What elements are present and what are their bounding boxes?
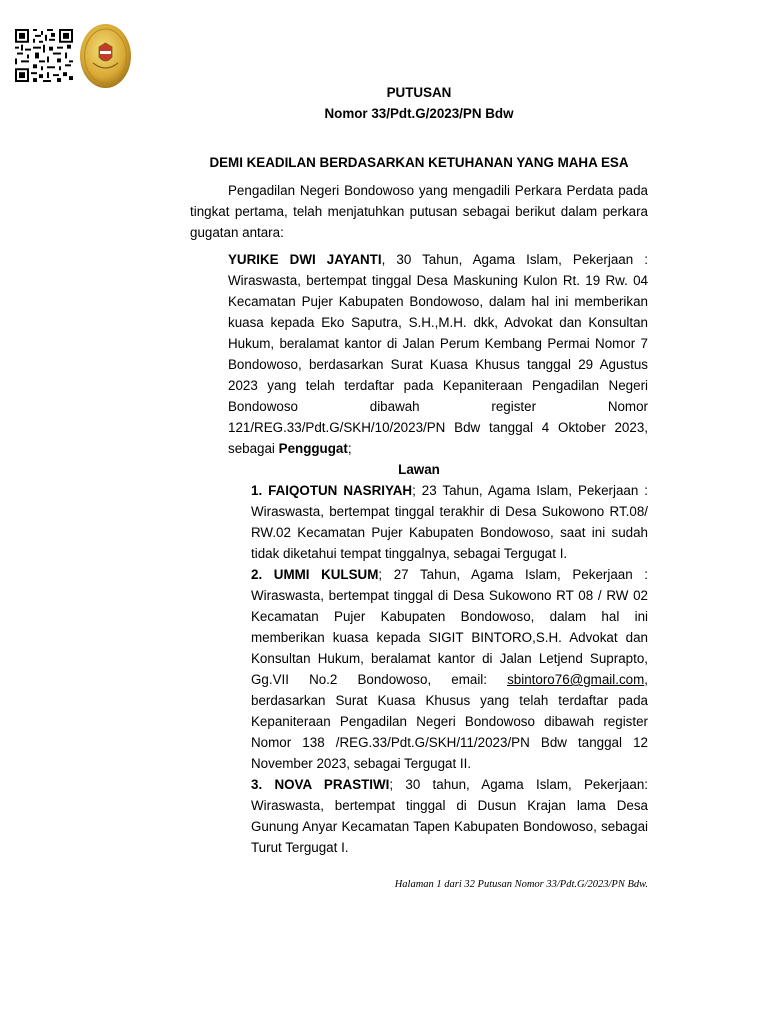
plaintiff-name: YURIKE DWI JAYANTI xyxy=(228,252,382,267)
court-motto: DEMI KEADILAN BERDASARKAN KETUHANAN YANG MAHA ESA xyxy=(209,155,629,170)
intro-paragraph: Pengadilan Negeri Bondowoso yang mengadili Perkara Perdata pada tingkat pertama, telah menjatuhkan putusan sebagai berikut dalam perkara gugatan antara: xyxy=(190,183,648,240)
document-title: PUTUSAN xyxy=(386,85,452,100)
plaintiff-details: , 30 Tahun, Agama Islam, Pekerjaan : Wiraswasta, bertempat tinggal Desa Maskuning Kulon Rt. 19 Rw. 04 Kecamatan Pujer Kabupaten Bondowoso, dalam hal ini memberikan kuasa kepada Eko Saputra, S.H.,M.H. dkk, Advokat dan Konsultan Hukum, beralamat kantor di Jalan Perum Kembang Permai Nomor 7 Bondowoso, berdasarkan Surat Kuasa Khusus tanggal 29 Agustus 2023 yang telah terdaftar pada Kepaniteraan Pengadilan Negeri Bondowoso dibawah register Nomor 121/REG.33/Pdt.G/SKH/10/2023/PN Bdw tanggal 4 Oktober 2023, sebagai xyxy=(228,252,648,456)
defendant-3-number: 3. xyxy=(251,777,263,792)
plaintiff-role: Penggugat xyxy=(278,441,348,456)
defendant-2-details-after: , berdasarkan Surat Kuasa Khusus yang telah terdaftar pada Kepaniteraan Pengadilan Negeri Bondowoso dibawah register Nomor 138 /REG.33/Pdt.G/SKH/11/2023/PN Bdw tanggal 12 November 2023, sebagai Tergugat II. xyxy=(251,672,648,771)
qr-code-icon xyxy=(15,29,73,82)
document-body xyxy=(190,180,648,858)
case-number: Nomor 33/Pdt.G/2023/PN Bdw xyxy=(324,106,514,121)
defendant-2-number: 2. xyxy=(251,567,263,582)
defendant-1-details: ; 23 Tahun, Agama Islam, Pekerjaan : Wiraswasta, bertempat tinggal terakhir di Desa Sukowono RT.08/ RW.02 Kecamatan Pujer Kabupaten Bondowoso, saat ini sudah tidak diketahui tempat tinggalnya, sebagai Tergugat I. xyxy=(251,483,648,561)
defendant-1-paragraph xyxy=(251,480,648,564)
defendant-2-email-link[interactable]: sbintoro76@gmail.com xyxy=(507,672,645,687)
court-seal-icon xyxy=(79,23,132,89)
defendant-2-details: ; 27 Tahun, Agama Islam, Pekerjaan : Wiraswasta, bertempat tinggal di Desa Sukowono RT 08 / RW 02 Kecamatan Pujer Kabupaten Bondowoso, dalam hal ini memberikan kuasa kepada SIGIT BINTORO,S.H. Advokat dan Konsultan Hukum, beralamat kantor di Jalan Letjend Suprapto, Gg.VII No.2 Bondowoso, email: xyxy=(251,567,648,687)
defendant-3-details: ; 30 tahun, Agama Islam, Pekerjaan: Wiraswasta, bertempat tinggal di Dusun Krajan lama Desa Gunung Anyar Kecamatan Tapen Kabupaten Bondowoso, sebagai Turut Tergugat I. xyxy=(251,777,648,855)
versus-label: Lawan xyxy=(398,462,440,477)
page-footer: Halaman 1 dari 32 Putusan Nomor 33/Pdt.G/2023/PN Bdw. xyxy=(394,879,648,890)
defendant-1-name: FAIQOTUN NASRIYAH xyxy=(268,483,413,498)
defendant-1-number: 1. xyxy=(251,483,263,498)
defendant-3-paragraph xyxy=(251,774,648,858)
plaintiff-end: ; xyxy=(347,441,352,456)
defendant-2-name: UMMI KULSUM xyxy=(273,567,379,582)
plaintiff-paragraph xyxy=(228,249,648,459)
defendant-3-name: NOVA PRASTIWI xyxy=(274,777,390,792)
defendant-2-paragraph xyxy=(251,564,648,774)
